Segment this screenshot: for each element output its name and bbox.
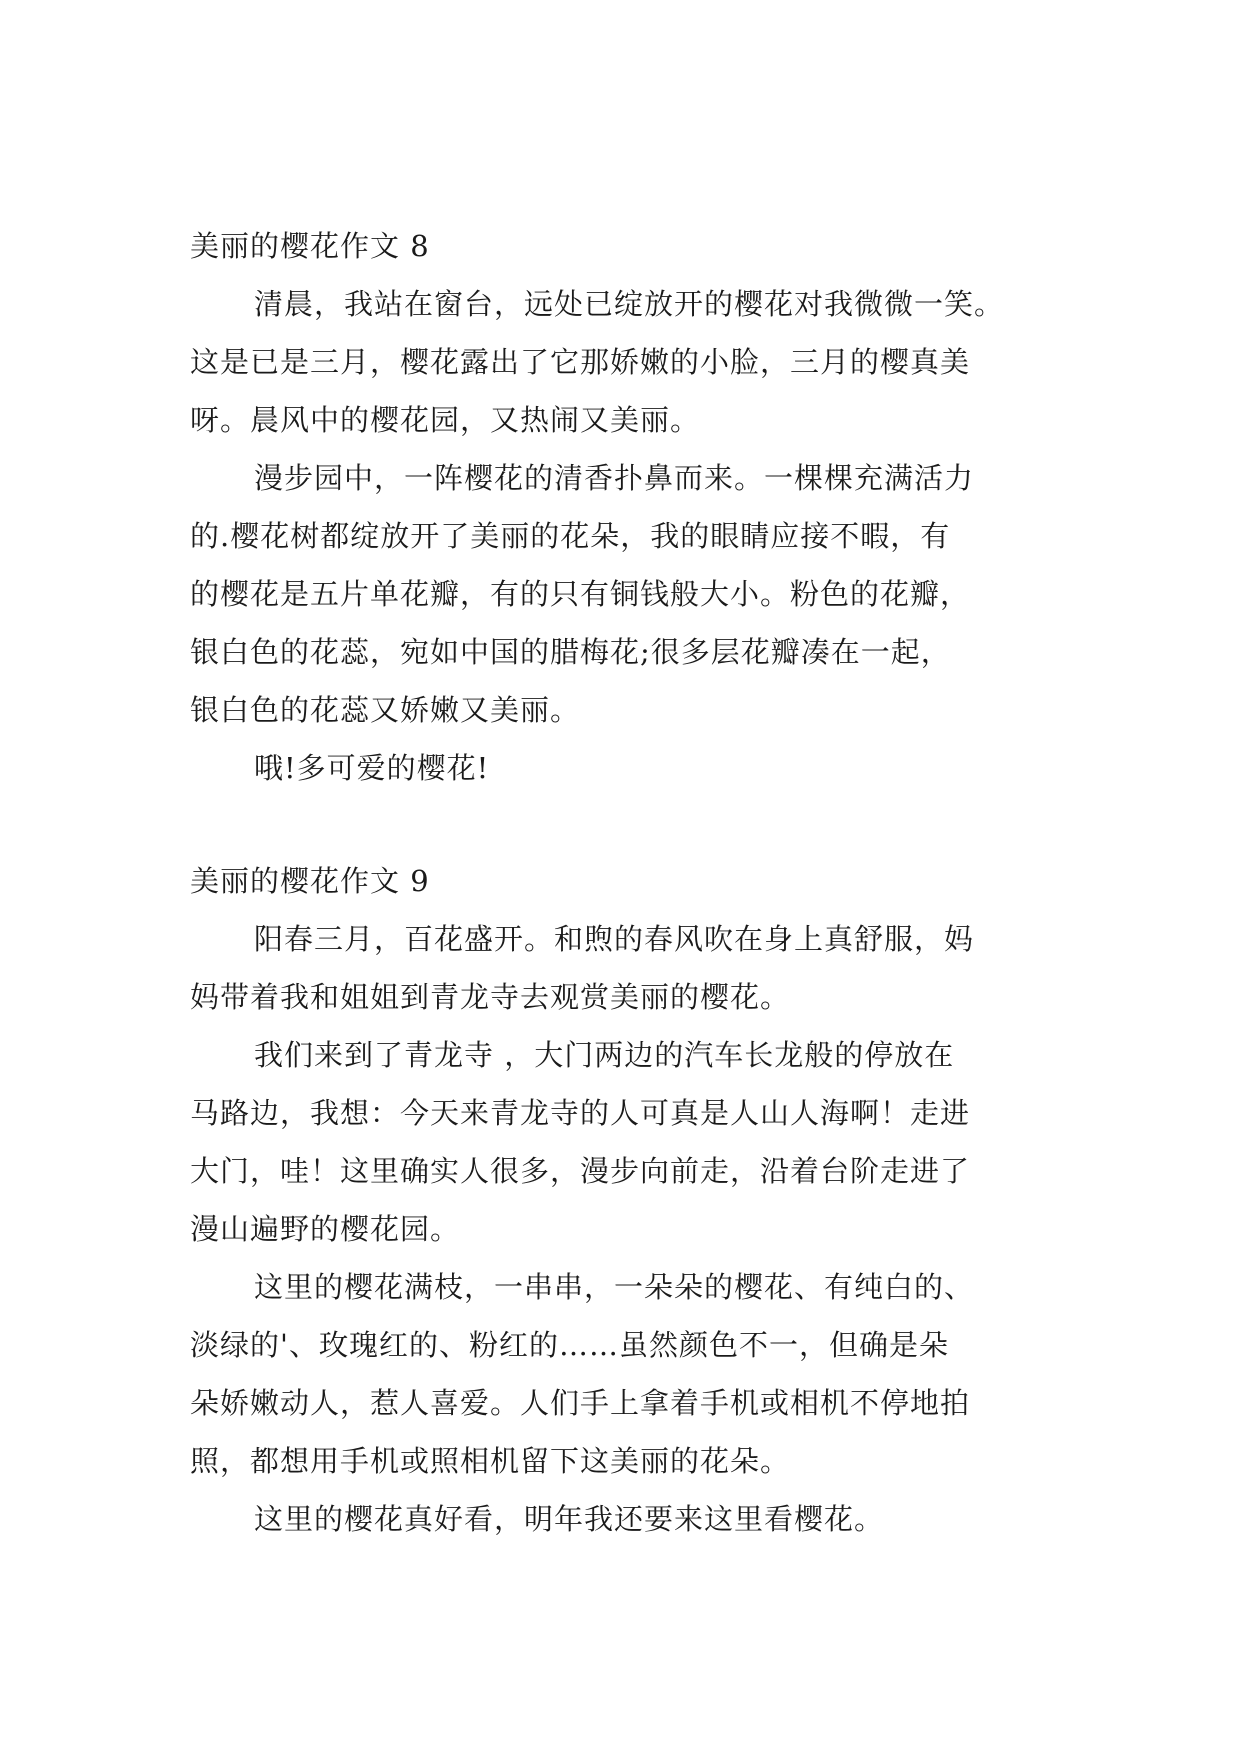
- paragraph-line: 照，都想用手机或照相机留下这美丽的花朵。: [190, 1444, 791, 1478]
- paragraph-line: 这里的樱花真好看，明年我还要来这里看樱花。: [254, 1502, 885, 1536]
- paragraph-line: 的樱花是五片单花瓣，有的只有铜钱般大小。粉色的花瓣，: [190, 577, 971, 611]
- paragraph-line: 马路边，我想：今天来青龙寺的人可真是人山人海啊！走进: [190, 1096, 971, 1130]
- paragraph-line: 我们来到了青龙寺 ，大门两边的汽车长龙般的停放在: [254, 1038, 955, 1072]
- paragraph-line: 漫步园中，一阵樱花的清香扑鼻而来。一棵棵充满活力: [254, 461, 975, 495]
- paragraph-line: 银白色的花蕊，宛如中国的腊梅花;很多层花瓣凑在一起，: [190, 635, 951, 669]
- paragraph-line: 这里的樱花满枝，一串串，一朵朵的樱花、有纯白的、: [254, 1270, 975, 1304]
- section-title: 美丽的樱花作文 8: [190, 229, 430, 263]
- paragraph-line: 银白色的花蕊又娇嫩又美丽。: [190, 693, 581, 727]
- paragraph-line: 哦!多可爱的樱花!: [254, 751, 490, 785]
- paragraph-line: 的.樱花树都绽放开了美丽的花朵，我的眼睛应接不暇，有: [190, 519, 951, 553]
- paragraph-line: 妈带着我和姐姐到青龙寺去观赏美丽的樱花。: [190, 980, 791, 1014]
- paragraph-line: 呀。晨风中的樱花园，又热闹又美丽。: [190, 403, 701, 437]
- paragraph-line: 淡绿的'、玫瑰红的、粉红的……虽然颜色不一，但确是朵: [190, 1328, 949, 1362]
- paragraph-line: 漫山遍野的樱花园。: [190, 1212, 461, 1246]
- section-title: 美丽的樱花作文 9: [190, 864, 430, 898]
- paragraph-line: 阳春三月，百花盛开。和煦的春风吹在身上真舒服，妈: [254, 922, 975, 956]
- paragraph-line: 这是已是三月，樱花露出了它那娇嫩的小脸，三月的樱真美: [190, 345, 971, 379]
- paragraph-line: 朵娇嫩动人，惹人喜爱。人们手上拿着手机或相机不停地拍: [190, 1386, 971, 1420]
- paragraph-line: 清晨，我站在窗台，远处已绽放开的樱花对我微微一笑。: [254, 287, 1005, 321]
- paragraph-line: 大门，哇！这里确实人很多，漫步向前走，沿着台阶走进了: [190, 1154, 971, 1188]
